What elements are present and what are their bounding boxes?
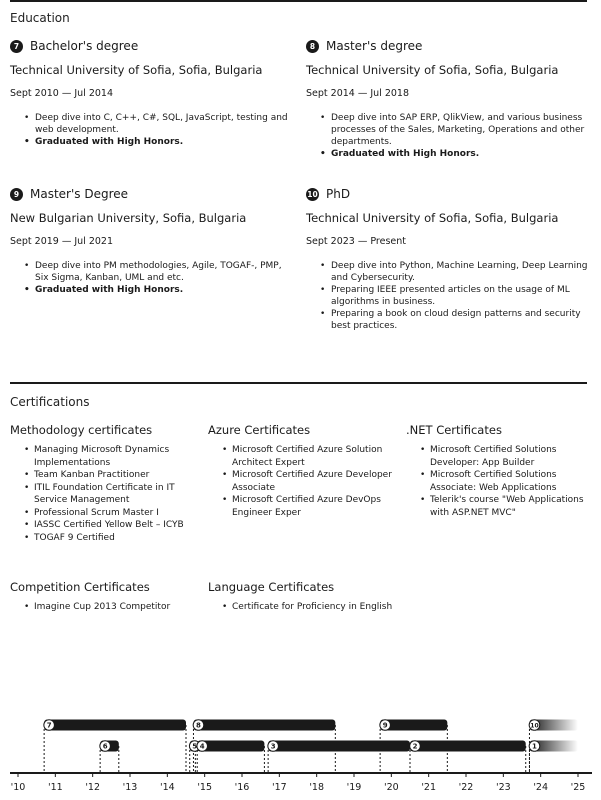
timeline-bar-label: 5 <box>192 742 198 751</box>
degree-heading <box>10 186 300 202</box>
cert-group-title: Azure Certificates <box>208 423 311 437</box>
timeline-tick-label: '10 <box>10 782 26 793</box>
degree-bullet: • Preparing IEEE presented articles on the usage of ML algorithms in business. <box>320 284 590 308</box>
timeline-bar-label: 7 <box>46 721 52 730</box>
cert-item: • Microsoft Certified Azure DevOps Engineer Exper <box>222 494 398 519</box>
education-title: Education <box>10 11 70 25</box>
cert-group-methodology <box>10 423 200 544</box>
cert-group-competition <box>10 580 205 614</box>
degree-bullets <box>24 260 294 296</box>
timeline-bar-label: 4 <box>199 742 205 751</box>
certifications-rule <box>10 382 587 384</box>
timeline-bar <box>193 720 335 731</box>
degree-bullet: • Deep dive into PM methodologies, Agile, TOGAF-, PMP, Six Sigma, Kanban, UML and etc. <box>24 260 294 284</box>
degree-title: PhD <box>326 187 351 201</box>
cert-item: • Microsoft Certified Azure Solution Architect Expert <box>222 444 398 469</box>
cert-list <box>222 444 398 519</box>
cert-group-title: Competition Certificates <box>10 580 150 594</box>
cert-item: • Managing Microsoft Dynamics Implementations <box>24 444 200 469</box>
cert-item: • TOGAF 9 Certified <box>24 532 200 545</box>
cert-list <box>24 444 200 544</box>
education-entry-4 <box>306 186 596 332</box>
timeline-tick-label: '24 <box>533 782 549 793</box>
timeline-bar <box>410 741 526 752</box>
cert-item: • IASSC Certified Yellow Belt – ICYB <box>24 519 200 532</box>
degree-bullet: • Deep dive into Python, Machine Learning, Deep Learning and Cybersecurity. <box>320 260 590 284</box>
timeline-bar-label: 8 <box>196 721 201 730</box>
cert-group-title: Methodology certificates <box>10 423 153 437</box>
degree-title: Master's degree <box>326 39 423 53</box>
cert-item: • Professional Scrum Master I <box>24 507 200 520</box>
degree-bullet: • Deep dive into C, C++, C#, SQL, JavaScript, testing and web development. <box>24 112 300 136</box>
degree-university: Technical University of Sofia, Sofia, Bulgaria <box>10 63 263 77</box>
education-entry-2 <box>306 38 596 160</box>
cert-item: • Microsoft Certified Azure Developer Associate <box>222 469 398 494</box>
degree-bullet: • Graduated with High Honors. <box>24 284 294 296</box>
cert-item: • ITIL Foundation Certificate in IT Service Management <box>24 482 200 507</box>
timeline-bar-label: 6 <box>102 742 108 751</box>
cert-item: • Imagine Cup 2013 Competitor <box>24 601 205 614</box>
number-badge-icon: 9 <box>10 188 23 201</box>
degree-bullet: • Preparing a book on cloud design patterns and security best practices. <box>320 308 590 332</box>
number-badge-icon: 7 <box>10 40 23 53</box>
timeline-bar-label: 2 <box>412 742 418 751</box>
timeline-tick-label: '23 <box>495 782 511 793</box>
timeline-bar-label: 9 <box>382 721 388 730</box>
timeline-bar <box>44 720 186 731</box>
degree-dates: Sept 2010 — Jul 2014 <box>10 88 114 99</box>
timeline-bar-label: 3 <box>270 742 276 751</box>
degree-bullets <box>320 260 590 332</box>
degree-bullets <box>320 112 596 160</box>
number-badge-icon: 8 <box>306 40 319 53</box>
timeline-tick-label: '15 <box>197 782 213 793</box>
timeline-tick-label: '12 <box>85 782 101 793</box>
cert-item: • Telerik's course "Web Applications with ASP.NET MVC" <box>420 494 591 519</box>
degree-dates: Sept 2023 — Present <box>306 236 407 247</box>
cert-item: • Microsoft Certified Solutions Developer: App Builder <box>420 444 591 469</box>
degree-heading <box>306 38 596 54</box>
degree-title: Master's Degree <box>30 187 129 201</box>
timeline-bar-label: 1 <box>532 742 537 751</box>
cert-list <box>24 601 205 614</box>
degree-title: Bachelor's degree <box>30 39 139 53</box>
degree-bullet: • Graduated with High Honors. <box>24 136 300 148</box>
cert-item: • Certificate for Proficiency in English <box>222 601 398 614</box>
timeline-tick-label: '21 <box>421 782 437 793</box>
education-rule <box>10 0 587 2</box>
cert-item: • Team Kanban Practitioner <box>24 469 200 482</box>
number-badge-icon: 10 <box>307 189 318 199</box>
timeline-bar-label: 10 <box>530 722 539 730</box>
timeline-tick-label: '22 <box>458 782 474 793</box>
cert-list <box>420 444 591 519</box>
timeline-chart <box>0 700 601 800</box>
timeline-bar <box>268 741 410 752</box>
timeline-tick-label: '25 <box>570 782 586 793</box>
degree-university: Technical University of Sofia, Sofia, Bulgaria <box>306 63 559 77</box>
degree-bullet: • Deep dive into SAP ERP, QlikView, and various business processes of the Sales, Marketing, Operations and other departments. <box>320 112 596 148</box>
timeline-tick-label: '18 <box>309 782 325 793</box>
cert-group-dotnet <box>406 423 591 519</box>
degree-dates: Sept 2019 — Jul 2021 <box>10 236 114 247</box>
degree-bullet: • Graduated with High Honors. <box>320 148 596 160</box>
cert-group-title: Language Certificates <box>208 580 335 594</box>
cert-list <box>222 601 398 614</box>
cert-group-language <box>208 580 398 614</box>
degree-university: New Bulgarian University, Sofia, Bulgaria <box>10 211 247 225</box>
cert-item: • Microsoft Certified Solutions Associate: Web Applications <box>420 469 591 494</box>
degree-dates: Sept 2014 — Jul 2018 <box>306 88 410 99</box>
timeline-tick-label: '19 <box>346 782 362 793</box>
degree-bullets <box>24 112 300 148</box>
degree-university: Technical University of Sofia, Sofia, Bulgaria <box>306 211 559 225</box>
degree-heading <box>306 186 596 202</box>
education-entry-3 <box>10 186 300 296</box>
cert-group-azure <box>208 423 398 519</box>
timeline-tick-label: '14 <box>159 782 175 793</box>
education-entry-1 <box>10 38 300 148</box>
degree-heading <box>10 38 300 54</box>
timeline-tick-label: '16 <box>234 782 250 793</box>
certifications-title: Certifications <box>10 395 90 409</box>
timeline-tick-label: '13 <box>122 782 138 793</box>
timeline-tick-label: '11 <box>47 782 63 793</box>
timeline-tick-label: '20 <box>383 782 399 793</box>
timeline-tick-label: '17 <box>271 782 287 793</box>
cert-group-title: .NET Certificates <box>406 423 502 437</box>
